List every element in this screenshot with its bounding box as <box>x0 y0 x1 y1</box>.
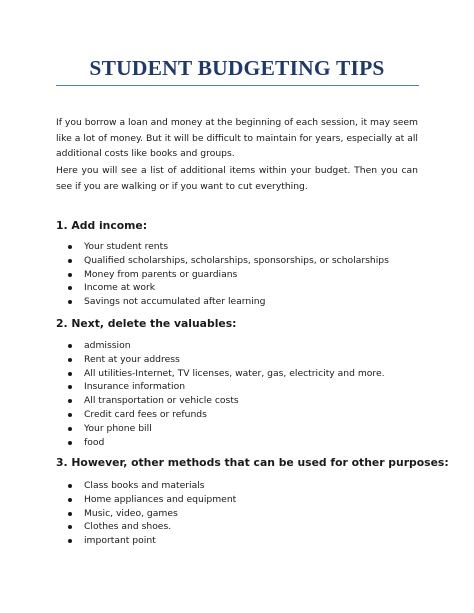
bullet-icon <box>68 259 72 263</box>
list-item <box>0 534 474 548</box>
list-item-text: Money from parents or guardians <box>84 268 238 280</box>
page-title: STUDENT BUDGETING TIPS <box>89 56 385 80</box>
section-heading-other-methods: 3. However, other methods that can be used for other purposes: <box>56 456 449 469</box>
bullet-icon <box>68 498 72 502</box>
section-heading-valuables: 2. Next, delete the valuables: <box>56 317 237 330</box>
list-item-text: Your phone bill <box>84 422 152 434</box>
list-item-text: Savings not accumulated after learning <box>84 296 266 308</box>
intro-paragraph: If you borrow a loan and money at the beginning of each session, it may seem like a lot of money. But it will be difficult to maintain for years, especially at all additional costs like books and groups. <box>56 117 418 159</box>
bullet-icon <box>68 539 72 543</box>
title-divider <box>56 85 419 86</box>
list-item-text: Insurance information <box>84 381 186 393</box>
bullet-icon <box>68 413 72 417</box>
list-item-text: Rent at your address <box>84 353 180 365</box>
list-item <box>0 394 474 408</box>
valuables-list <box>0 339 474 449</box>
income-list <box>0 240 474 309</box>
bullet-icon <box>68 358 72 362</box>
list-item <box>0 339 474 353</box>
list-item <box>0 479 474 493</box>
bullet-icon <box>68 441 72 445</box>
bullet-icon <box>68 344 72 348</box>
list-item <box>0 507 474 521</box>
list-item <box>0 281 474 295</box>
list-item-text: Qualified scholarships, scholarships, sponsorships, or scholarships <box>84 254 389 266</box>
list-item-text: Your student rents <box>84 241 169 252</box>
bullet-icon <box>68 273 72 277</box>
list-item <box>0 436 474 450</box>
list-item <box>0 493 474 507</box>
bullet-icon <box>68 512 72 516</box>
list-item <box>0 380 474 394</box>
bullet-icon <box>68 245 72 249</box>
bullet-icon <box>68 300 72 304</box>
list-item-text: Clothes and shoes. <box>84 521 172 533</box>
list-item <box>0 268 474 282</box>
bullet-icon <box>68 525 72 529</box>
bullet-icon <box>68 286 72 290</box>
list-item-text: food <box>84 436 105 448</box>
list-item <box>0 295 474 309</box>
list-item <box>0 367 474 381</box>
list-item-text: Income at work <box>84 282 156 294</box>
list-item-text: Music, video, games <box>84 507 178 519</box>
list-item <box>0 353 474 367</box>
bullet-icon <box>68 484 72 488</box>
section-heading-income: 1. Add income: <box>56 219 148 232</box>
list-item-text: Home appliances and equipment <box>84 493 237 505</box>
list-item-text: Credit card fees or refunds <box>84 408 207 420</box>
list-item <box>0 254 474 268</box>
bullet-icon <box>68 385 72 389</box>
list-item-text: All utilities-Internet, TV licenses, water, gas, electricity and more. <box>84 367 385 379</box>
list-item <box>0 422 474 436</box>
bullet-icon <box>68 427 72 431</box>
list-item-text: admission <box>84 340 131 351</box>
list-item <box>0 408 474 422</box>
bullet-icon <box>68 399 72 403</box>
list-item <box>0 240 474 254</box>
list-item <box>0 520 474 534</box>
bullet-icon <box>68 372 72 376</box>
list-item-text: Class books and materials <box>84 480 205 491</box>
list-item-text: All transportation or vehicle costs <box>84 395 239 407</box>
budget-paragraph: Here you will see a list of additional items within your budget. Then you can see if you are walking or if you want to cut everything. <box>56 165 418 192</box>
other-methods-list <box>0 479 474 548</box>
list-item-text: important point <box>84 535 156 547</box>
